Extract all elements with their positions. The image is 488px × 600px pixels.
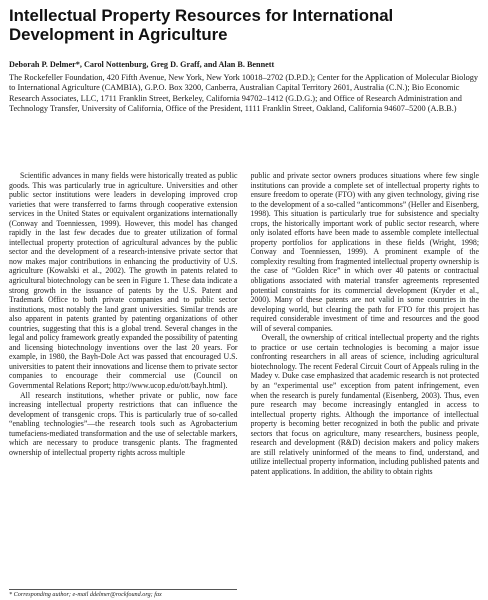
right-column [251,171,480,596]
title-line-1: Intellectual Property Resources for International [9,6,394,25]
corresponding-author-footnote: * Corresponding author; e-mail ddelmer@rockfound.org; fax [9,589,237,598]
title-line-2: Development in Agriculture [9,25,228,44]
body-paragraph: Overall, the ownership of critical intellectual property and the rights to practice or use certain technologies is becoming a major issue confronting researchers in all areas of science, including agricultural biotechnology. The recent Federal Circuit Court of Appeals ruling in the Madey v. Duke case emphasized that academic research is not protected by an “experimental use” exception from patent infringement, even when the research is purely fundamental (Eisenberg, 2003). Thus, even pure research may become increasingly entangled in access to intellectual property rights. Although the importance of intellectual property is becoming better recognized in both the public and private sectors that focus on agriculture, many researchers, business people, research and development (R&D) decision makers and policy makers are still relatively uninformed of the means to find, understand, and utilize intellectual property information, including published patents and patent applications. In addition, the ability to obtain rights [250,333,479,476]
body-columns [9,171,479,596]
body-paragraph: All research institutions, whether private or public, now face increasing intellectual property restrictions that can influence the development of transgenic crops. This is particularly true of so-called “enabling technologies”—the research tools such as Agrobacterium tumefaciens-mediated transformation and the use of selectable markers, which are necessary to produce transgenic plants. The fragmented ownership of intellectual property rights across multiple [9,390,238,457]
affiliation-text: The Rockefeller Foundation, 420 Fifth Avenue, New York, New York 10018–2702 (D.P.D.); Center for the Application of Molecular Biology to International Agriculture (CAMBIA), G.P.O. Box 3200, Canberra, Australian Capital Territory 2601, Australia (C.N.); Bio Economic Research Associates, LLC, 1711 Franklin Street, Berkeley, California 94702–1412 (G.D.G.); and Office of Research Administration and Technology Transfer, University of California, Office of the President, 1111 Franklin Street, Oakland, California 94607–5200 (A.B.B.) [9,73,479,114]
body-paragraph: Scientific advances in many fields were historically treated as public goods. This was particularly true in agriculture. Universities and other public sector institutions were leaders in developing improved crop varieties that were transferred to farms through cooperative extension services in the United States or equivalent organizations internationally (Conway and Toenniessen, 1999). However, this model has changed rapidly in the last few decades due to greater utilization of formal intellectual property protection of agricultural advances by the public sector and the development of a research-intensive private sector that now makes major contributions in enhancing the productivity of U.S. agriculture (Kowalski et al., 2002). The growth in patents related to agricultural biotechnology can be seen in Figure 1. These data indicate a strong growth in the issuance of patents by the U.S. Patent and Trademark Office to both private companies and to public sector institutions, most notably the land grant universities. Similar trends are also apparent in patents granted by patenting organizations of other countries, suggesting that this is a global trend. Several changes in the legal and policy framework greatly expanded the possibility of patenting and licensing biotechnology inventions over the last 20 years. For example, in 1980, the Bayh-Dole Act was passed that encouraged U.S. universities to patent their innovations and license them to private sector companies to encourage their commercial use (Council on Governmental Relations Report; http://www.ucop.edu/ott/bayh.html). [9,171,238,391]
left-column [9,171,238,596]
paper-title [9,6,479,44]
body-paragraph: public and private sector owners produces situations where few single institutions can provide a complete set of intellectual property rights to ensure freedom to operate (FTO) with any given technology, giving rise to the development of a so-called “anticommons” (Heller and Eisenberg, 1998). This situation is particularly true for subsistence and specialty crops, the historically important work of public sector research, where only isolated efforts have been made to assemble complete intellectual property portfolios for applications in these fields (Wright, 1998; Conway and Toenniessen, 1999). A prominent example of the complexity resulting from fragmented intellectual property ownership is the case of “Golden Rice” in which over 40 patents or contractual obligations associated with material transfer agreements represented potential constraints for its commercial development (Kryder et al., 2000). Many of these patents are not valid in some countries in the developing world, but clearing the path for FTO for this project has required considerable investment of time and resources and the good will of several companies. [250,171,479,333]
author-list: Deborah P. Delmer*, Carol Nottenburg, Greg D. Graff, and Alan B. Bennett [9,60,275,69]
